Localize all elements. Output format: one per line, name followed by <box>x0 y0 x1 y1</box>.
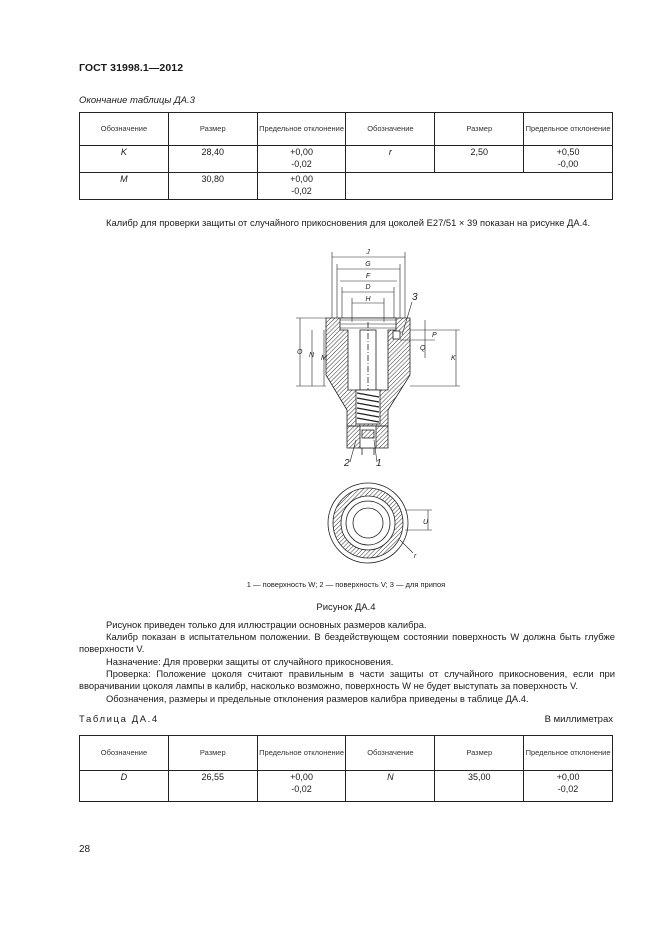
table2-header-size-1: Размер <box>168 736 257 771</box>
tolerance-upper: +0,00 <box>290 174 313 184</box>
tolerance-lower: -0,02 <box>291 186 312 196</box>
tolerance-lower: -0,00 <box>557 159 579 169</box>
tolerance-lower: -0,02 <box>291 159 312 169</box>
callout-1: 1 <box>376 458 382 469</box>
dim-label-q: Q <box>420 345 426 352</box>
table2-header-tolerance-2: Предельное отклонение <box>524 736 613 771</box>
table2-header-size-2: Размер <box>435 736 524 771</box>
paragraph-reference: Обозначения, размеры и предельные отклонения размеров калибра приведены в таблице ДА.4. <box>106 693 529 704</box>
paragraph-check: Проверка: Положение цоколя считают правильным в части защиты от случайного прикосновения, если при вворачивании цоколя лампы в калибр, насколько возможно, поверхность W не будет выступать за поверхность V. <box>79 668 615 692</box>
figure-legend: 1 — поверхность W; 2 — поверхность V; 3 — для припоя <box>246 580 446 589</box>
figure-title: Рисунок ДА.4 <box>316 602 376 613</box>
table1-cell: r <box>346 146 435 173</box>
tolerance-lower: -0,02 <box>291 784 312 794</box>
tolerance-upper: +0,00 <box>556 772 580 782</box>
table1-cell: K <box>80 146 169 173</box>
dim-label-h: H <box>365 296 371 303</box>
solder-box <box>393 331 400 339</box>
table1-header-designation-1: Обозначение <box>80 113 169 146</box>
intro-paragraph: Калибр для проверки защиты от случайного прикосновения для цоколей E27/51 × 39 показан на рисунке ДА.4. <box>106 217 591 228</box>
table1-caption: Окончание таблицы ДА.3 <box>79 95 195 106</box>
paragraph-test-position: Калибр показан в испытательном положении. В бездействующем состоянии поверхность W должна быть глубже поверхности V. <box>79 631 615 655</box>
table-row <box>80 771 613 802</box>
tolerance-upper: +0,00 <box>290 772 313 782</box>
table1-header-designation-2: Обозначение <box>346 113 435 146</box>
table2-unit: В миллиметрах <box>544 714 613 725</box>
table2-cell: 26,55 <box>168 771 257 802</box>
table1-cell: 30,80 <box>168 173 257 200</box>
table2-cell <box>524 771 613 802</box>
table1-cell: 28,40 <box>168 146 257 173</box>
table2-cell: N <box>346 771 435 802</box>
gauge-drawing <box>260 240 480 570</box>
tolerance-lower: -0,02 <box>557 784 579 794</box>
dim-label-o: O <box>297 349 303 356</box>
dim-label-r: r <box>414 553 417 560</box>
dim-label-f: F <box>365 273 371 280</box>
dim-label-j: J <box>366 249 370 256</box>
table-row <box>80 146 613 173</box>
table1 <box>79 112 613 200</box>
table1-cell: M <box>80 173 169 200</box>
callout-2: 2 <box>344 458 350 469</box>
dim-label-m: M <box>321 355 327 362</box>
table1-cell <box>524 146 613 173</box>
table2-header-designation-2: Обозначение <box>346 736 435 771</box>
dim-label-n: N <box>309 352 315 359</box>
dim-label-p: P <box>432 332 437 339</box>
plan-view <box>328 483 432 563</box>
dim-label-k: K <box>451 355 456 362</box>
paragraph-illustration-note: Рисунок приведен только для иллюстрации основных размеров калибра. <box>106 619 427 630</box>
paragraph-purpose: Назначение: Для проверки защиты от случайного прикосновения. <box>106 656 394 667</box>
tolerance-upper: +0,00 <box>290 147 313 157</box>
table2 <box>79 735 613 802</box>
table1-header-tolerance-2: Предельное отклонение <box>524 113 613 146</box>
table1-cell <box>257 173 346 200</box>
table1-header-tolerance-1: Предельное отклонение <box>257 113 346 146</box>
table2-title: Таблица ДА.4 <box>79 714 159 725</box>
table1-cell: 2,50 <box>435 146 524 173</box>
table1-empty-cell <box>346 173 613 200</box>
table2-header-tolerance-1: Предельное отклонение <box>257 736 346 771</box>
document-header: ГОСТ 31998.1—2012 <box>79 62 184 74</box>
dim-label-d: D <box>365 284 371 291</box>
table1-header-size-1: Размер <box>168 113 257 146</box>
table2-header-designation-1: Обозначение <box>80 736 169 771</box>
table-row <box>80 173 613 200</box>
callout-3: 3 <box>412 292 418 303</box>
tolerance-upper: +0,50 <box>556 147 580 157</box>
table1-cell <box>257 146 346 173</box>
table2-cell <box>257 771 346 802</box>
table2-cell: 35,00 <box>435 771 524 802</box>
table1-header-size-2: Размер <box>435 113 524 146</box>
dim-label-u: U <box>423 519 429 526</box>
table2-cell: D <box>80 771 169 802</box>
dim-label-g: G <box>365 261 371 268</box>
page-number: 28 <box>79 844 91 855</box>
